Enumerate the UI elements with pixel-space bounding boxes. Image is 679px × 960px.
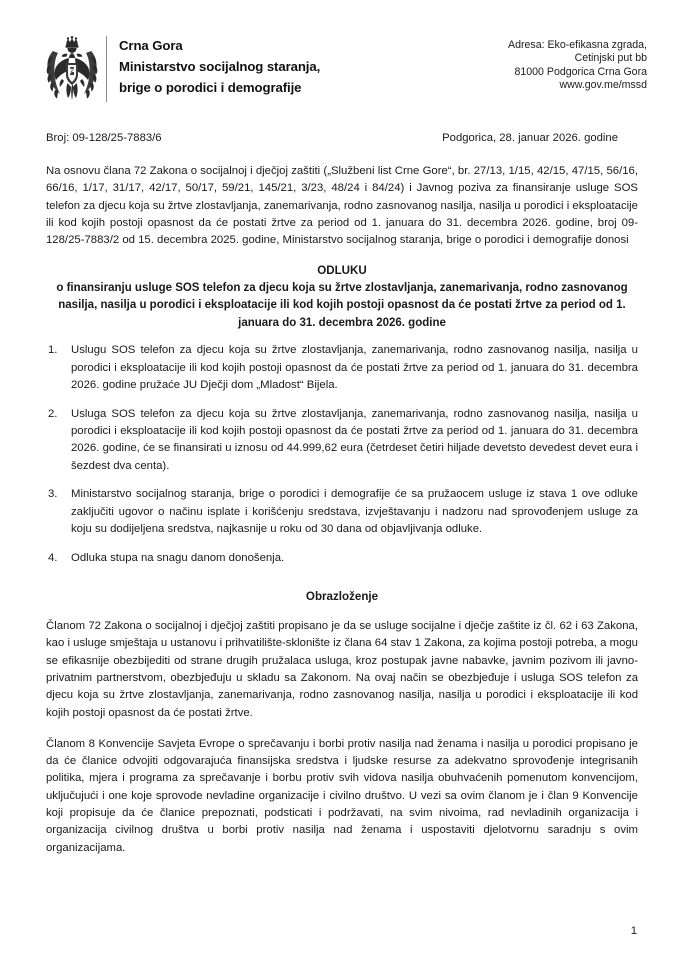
document-meta [46,131,640,145]
ministry-name-line-2: brige o porodici i demografije [119,80,302,95]
list-item [46,406,638,475]
montenegro-coat-of-arms-icon [44,34,100,104]
item-text: Odluka stupa na snagu danom donošenja. [71,551,285,564]
address-website: www.gov.me/mssd [559,79,647,92]
item-number: 4. [48,551,58,564]
list-item [46,550,638,567]
page-number: 1 [630,925,637,937]
item-text: Uslugu SOS telefon za djecu koja su žrtve zlostavljanja, zanemarivanja, rodno zasnovanog nasilja, nasilja u porodici i eksploatacije ili kod kojih postoji opasnost da će postati žrtve za period od 1. januara do 31. decembra 2026. godine pružaće JU Dječji dom „Mladost“ Bijela. [71,344,638,391]
preamble-paragraph: Na osnovu člana 72 Zakona o socijalnoj i dječjoj zaštiti („Službeni list Crne Gore“, br. 27/13, 1/15, 42/15, 47/15, 56/16, 66/16, 1/17, 31/17, 42/17, 50/17, 59/21, 145/21, 3/23, 48/24 i 84/24) i Javnog poziva za finansiranje usluge SOS telefon za djecu koja su žrtve zlostavljanja, zanemarivanja, rodno zasnovanog nasilja, nasilja u porodici i eksploatacije ili kod kojih postoji opasnost da će postati žrtve za period od 1. januara do 31. decembra 2026. godine, broj 09-128/25-7883/2 od 15. decembra 2025. godine, Ministarstvo socijalnog staranja, brige o porodici i demografije donosi [46,165,638,247]
item-text: Ministarstvo socijalnog staranja, brige o porodici i demografije će sa pružaocem usluge iz stava 1 ove odluke zaključiti ugovor o načinu isplate i korišćenju sredstava, izvještavanju i nadzoru nad sprovođenjem usluge za koju su dodijeljena sredstva, najkasnije u roku od 30 dana od objavljivanja odluke. [71,488,638,535]
list-item [46,486,638,538]
ministry-name-line-1: Ministarstvo socijalnog staranja, [119,59,321,74]
letterhead [44,34,647,104]
explanation-heading: Obrazloženje [305,590,379,604]
reference-number: Broj: 09-128/25-7883/6 [46,132,162,144]
explanation-paragraph-1: Članom 72 Zakona o socijalnoj i dječjoj zaštiti propisano je da se usluge socijalne i dječje zaštite iz čl. 62 i 63 Zakona, kao i usluge smještaja u ustanovu i prihvatilište-sklonište iz člana 64 stav 1 Zakona, za kojima postoji potreba, a mogu se efikasnije obezbijediti od strane drugih pružalaca usluga, kroz postupak javne nabavke, javnim pozivom ili javno-privatnim partnerstvom, obezbjeđuju u skladu sa Zakonom. Na ovaj način se obezbjeđuje i usluga SOS telefon za djecu koja su žrtve zlostavljanja, zanemarivanja, rodno zasnovanog nasilja, nasilja u porodici i eksploatacije ili kod kojih postoji opasnost da će postati žrtve. [46,620,638,719]
address-line-1: Adresa: Eko-efikasna zgrada, [508,39,647,51]
address-line-2: Cetinjski put bb [574,52,647,65]
decision-subtitle: o finansiranju usluge SOS telefon za djecu koja su žrtve zlostavljanja, zanemarivanja, rodno zasnovanog nasilja, nasilja u porodici i eksploatacije ili kod kojih postoji opasnost da će postati žrtve za period od 1. januara do 31. decembra 2026. godine [56,282,628,329]
explanation-paragraph-2: Članom 8 Konvencije Savjeta Evrope o sprečavanju i borbi protiv nasilja nad ženama i nasilja u porodici propisano je da će članice odvojiti odgovarajuća finansijska sredstva i ljudske resurse za adekvatno sprovođenje integrisanih politika, mjera i programa za sprečavanje i borbu protiv svih vidova nasilja obuhvaćenih pomenutom konvencijom, uključujući i one koje sprovode nevladine organizacije i civilno društvo. U vezi sa ovim članom je i član 9 Konvencije koji propisuje da će članice prepoznati, podsticati i podržavati, na svim nivoima, rad nevladinih organizacija i organizacija civilnog društva u borbi protiv nasilja nad ženama i uspostaviti djelotvornu saradnju s ovim organizacijama. [46,737,638,854]
letterhead-identity [44,34,320,104]
letterhead-titles [119,34,320,104]
item-number: 2. [48,407,58,420]
item-number: 1. [48,344,58,357]
item-number: 3. [48,488,58,501]
item-text: Usluga SOS telefon za djecu koja su žrtve zlostavljanja, zanemarivanja, rodno zasnovanog nasilja, nasilja u porodici i eksploatacije ili kod kojih postoji opasnost da će postati žrtve za period od 1. januara do 31. decembra 2026. godine, će se finansirati u iznosu od 44.999,62 eura (četrdeset četiri hiljade devetsto devedest devet eura i šezdest dva centa). [71,407,638,472]
letterhead-address [508,34,647,93]
letterhead-divider [106,36,107,102]
decision-heading: ODLUKU [317,264,367,278]
document-body [46,163,638,857]
list-item [46,342,638,394]
place-and-date: Podgorica, 28. januar 2026. godine [442,132,618,144]
decision-title-block [46,262,638,332]
address-line-3: 81000 Podgorica Crna Gora [514,65,647,78]
country-name: Crna Gora [119,38,183,53]
decision-items-list [46,342,638,567]
